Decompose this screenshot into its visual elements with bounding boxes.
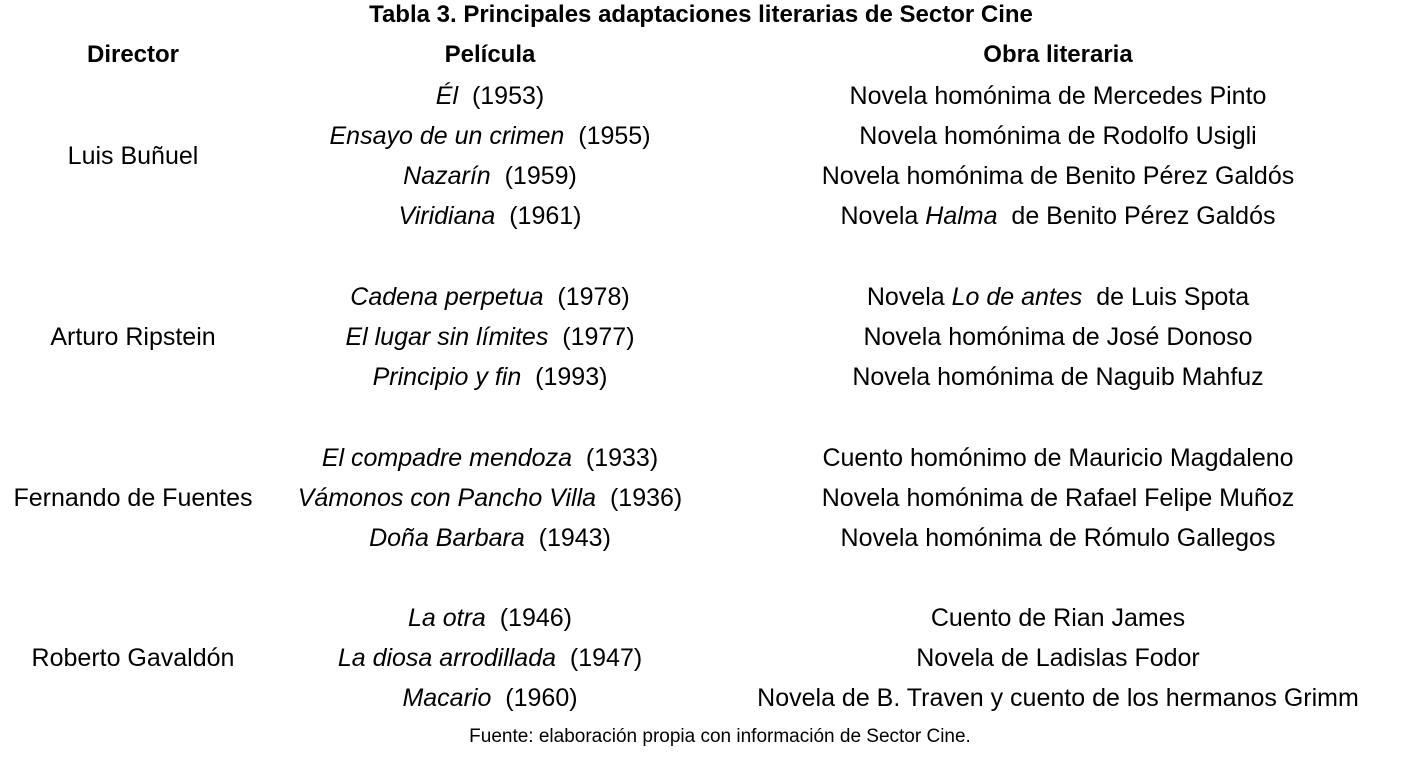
obra-cell bbox=[720, 518, 1396, 558]
obra-cell bbox=[720, 196, 1396, 236]
film-year: (1955) bbox=[578, 122, 651, 150]
obra-cell bbox=[720, 76, 1396, 116]
film-title: Nazarín bbox=[403, 162, 491, 190]
obra-cell bbox=[720, 678, 1396, 718]
table-title: Tabla 3. Principales adaptaciones literarias de Sector Cine bbox=[369, 1, 1033, 28]
film-year: (1978) bbox=[557, 283, 630, 311]
obra-text: Novela de B. Traven y cuento de los hermanos Grimm bbox=[757, 684, 1359, 712]
film-year: (1936) bbox=[609, 484, 683, 512]
film-title: La otra bbox=[407, 604, 486, 632]
film-year: (1960) bbox=[505, 684, 578, 712]
obra-italic-title: Halma bbox=[925, 202, 998, 230]
film-cell bbox=[270, 317, 710, 357]
obra-text: Novela homónima de Rómulo Gallegos bbox=[840, 524, 1276, 552]
film-title: Cadena perpetua bbox=[350, 283, 544, 311]
film-cell bbox=[270, 156, 710, 196]
film-cell bbox=[270, 518, 710, 558]
obra-cell bbox=[720, 478, 1396, 518]
obra-cell bbox=[720, 116, 1396, 156]
film-year: (1933) bbox=[585, 444, 659, 472]
film-title: Doña Barbara bbox=[369, 524, 525, 552]
obra-cell bbox=[720, 598, 1396, 638]
obra-cell bbox=[720, 638, 1396, 678]
obra-text: Novela homónima de Rodolfo Usigli bbox=[859, 122, 1257, 150]
film-year: (1993) bbox=[535, 363, 608, 391]
obra-text: Novela homónima de Benito Pérez Galdós bbox=[821, 162, 1295, 190]
film-title: La diosa arrodillada bbox=[337, 644, 557, 672]
film-year: (1961) bbox=[509, 202, 582, 230]
film-cell bbox=[270, 678, 710, 718]
header-director: Director bbox=[86, 41, 180, 68]
obra-italic-title: Lo de antes bbox=[951, 283, 1083, 311]
obra-text: Novela de Ladislas Fodor bbox=[916, 644, 1200, 672]
film-year: (1977) bbox=[562, 323, 635, 351]
film-year: (1947) bbox=[569, 644, 643, 672]
obra-text: Novela bbox=[866, 283, 952, 311]
film-cell bbox=[270, 277, 710, 317]
obra-cell bbox=[720, 438, 1396, 478]
obra-cell bbox=[720, 156, 1396, 196]
obra-cell bbox=[720, 357, 1396, 397]
header-pelicula: Película bbox=[444, 41, 536, 68]
film-cell bbox=[270, 116, 710, 156]
obra-text: Novela bbox=[840, 202, 926, 230]
director-name: Fernando de Fuentes bbox=[13, 484, 253, 512]
obra-text: Novela homónima de Naguib Mahfuz bbox=[852, 363, 1264, 391]
film-cell bbox=[270, 598, 710, 638]
film-year: (1953) bbox=[471, 82, 545, 110]
film-cell bbox=[270, 76, 710, 116]
film-cell bbox=[270, 638, 710, 678]
film-title: Ensayo de un crimen bbox=[329, 122, 565, 150]
film-year: (1959) bbox=[504, 162, 577, 190]
film-cell bbox=[270, 357, 710, 397]
obra-text-rest: de Luis Spota bbox=[1096, 283, 1250, 311]
obra-text: Cuento homónimo de Mauricio Magdaleno bbox=[822, 444, 1294, 472]
film-title: Macario bbox=[402, 684, 492, 712]
film-year: (1943) bbox=[538, 524, 611, 552]
film-title: El compadre mendoza bbox=[321, 444, 572, 472]
header-obra-literaria: Obra literaria bbox=[983, 41, 1133, 68]
film-year: (1946) bbox=[499, 604, 572, 632]
film-title: Vámonos con Pancho Villa bbox=[297, 484, 597, 512]
film-title: Él bbox=[435, 82, 459, 110]
obra-text-rest: de Benito Pérez Galdós bbox=[1011, 202, 1276, 230]
obra-cell bbox=[720, 317, 1396, 357]
director-name: Arturo Ripstein bbox=[50, 323, 216, 351]
obra-text: Novela homónima de José Donoso bbox=[863, 323, 1253, 351]
obra-text: Novela homónima de Rafael Felipe Muñoz bbox=[821, 484, 1295, 512]
obra-cell bbox=[720, 277, 1396, 317]
film-title: Viridiana bbox=[398, 202, 496, 230]
film-cell bbox=[270, 196, 710, 236]
film-title: El lugar sin límites bbox=[345, 323, 549, 351]
source-note: Fuente: elaboración propia con información de Sector Cine. bbox=[469, 726, 971, 747]
film-title: Principio y fin bbox=[372, 363, 522, 391]
film-cell bbox=[270, 438, 710, 478]
film-cell bbox=[270, 478, 710, 518]
director-name: Luis Buñuel bbox=[67, 142, 199, 170]
director-name: Roberto Gavaldón bbox=[31, 644, 235, 672]
obra-text: Novela homónima de Mercedes Pinto bbox=[849, 82, 1267, 110]
obra-text: Cuento de Rian James bbox=[930, 604, 1186, 632]
